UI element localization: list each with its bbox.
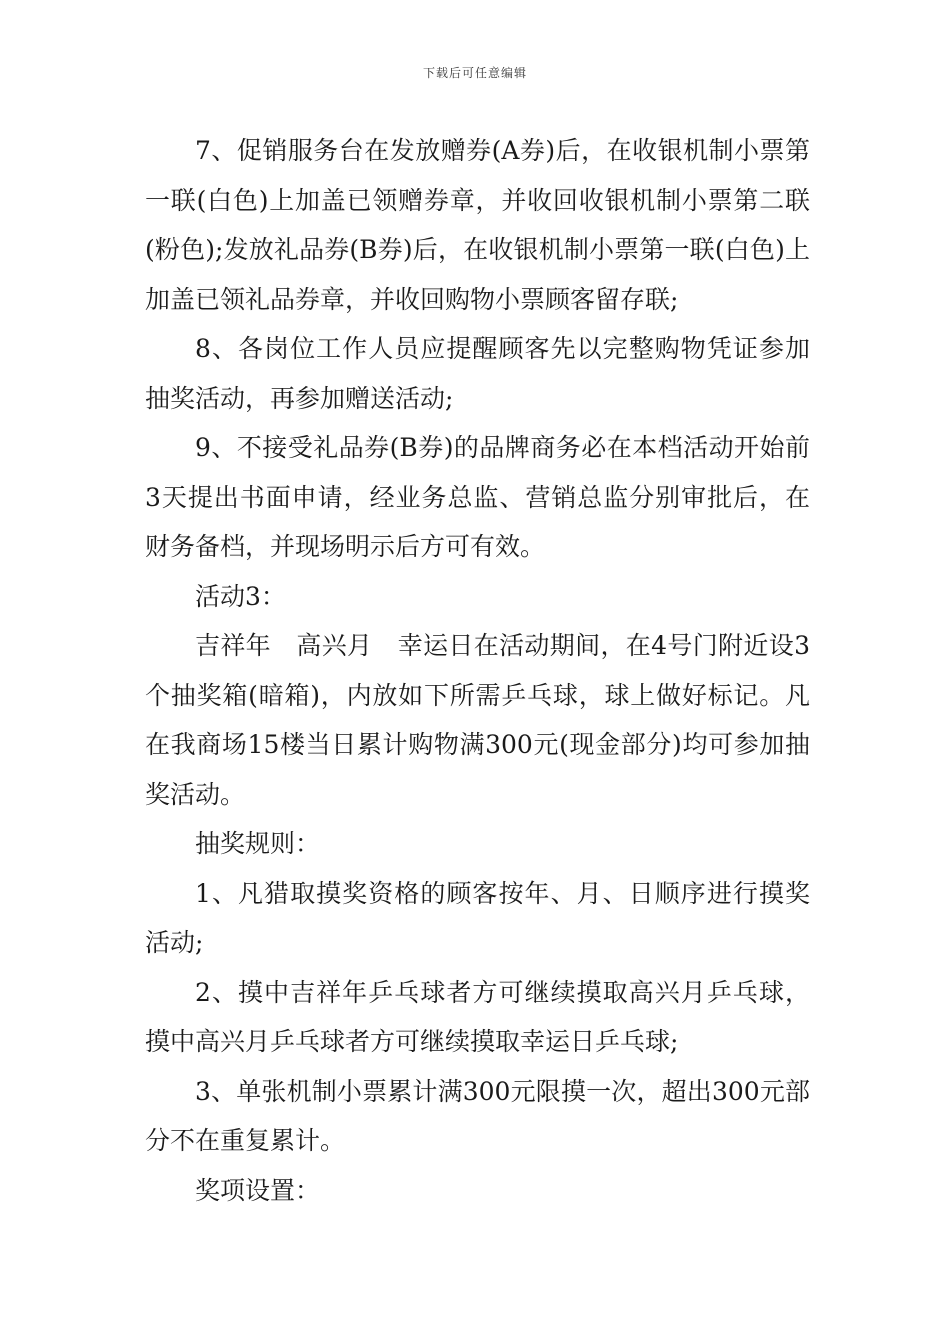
- paragraph-activity-3-description: 吉祥年 高兴月 幸运日在活动期间，在4号门附近设3个抽奖箱(暗箱)，内放如下所需乒乓球，球上做好标记。凡在我商场15楼当日累计购物满300元(现金部分)均可参加抽奖活动。: [145, 631, 810, 809]
- paragraph-item-7: 7、促销服务台在发放赠券(A券)后，在收银机制小票第一联(白色)上加盖已领赠券章，并收回收银机制小票第二联(粉色);发放礼品券(B券)后，在收银机制小票第一联(白色)上加盖已领礼品券章，并收回购物小票顾客留存联;: [145, 136, 810, 314]
- paragraph-item-8: 8、各岗位工作人员应提醒顾客先以完整购物凭证参加抽奖活动，再参加赠送活动;: [145, 334, 810, 413]
- document-body: [145, 126, 810, 1215]
- paragraph-item-9: 9、不接受礼品券(B券)的品牌商务必在本档活动开始前3天提出书面申请，经业务总监、营销总监分别审批后，在财务备档，并现场明示后方可有效。: [145, 433, 810, 561]
- page-header: 下载后可任意编辑: [422, 66, 527, 80]
- paragraph-rule-2: 2、摸中吉祥年乒乓球者方可继续摸取高兴月乒乓球，摸中高兴月乒乓球者方可继续摸取幸运日乒乓球;: [145, 977, 810, 1056]
- section-heading-prize-settings: 奖项设置：: [195, 1175, 321, 1205]
- section-heading-lottery-rules: 抽奖规则：: [195, 829, 321, 858]
- section-heading-activity-3: 活动3：: [195, 581, 286, 611]
- paragraph-rule-1: 1、凡猎取摸奖资格的顾客按年、月、日顺序进行摸奖活动;: [145, 878, 810, 957]
- paragraph-rule-3: 3、单张机制小票累计满300元限摸一次，超出300元部分不在重复累计。: [145, 1076, 810, 1155]
